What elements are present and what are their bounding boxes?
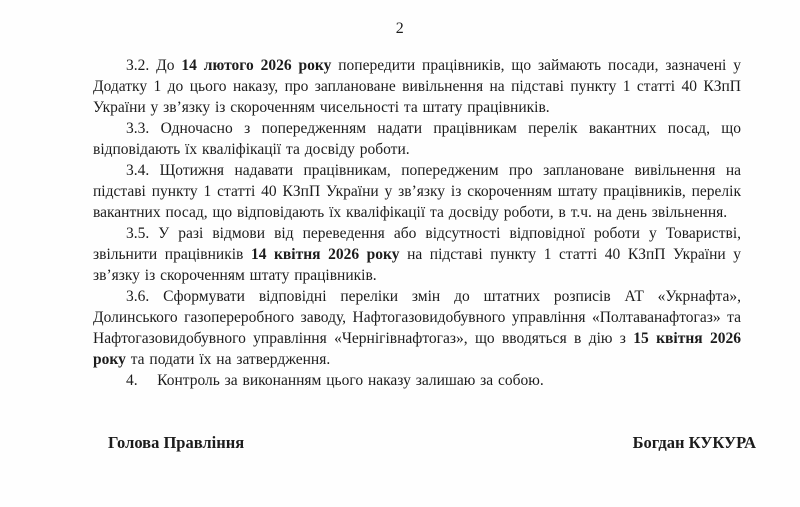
signature-name: Богдан КУКУРА bbox=[632, 433, 756, 452]
paragraph-3-4 bbox=[93, 160, 741, 223]
signature-row bbox=[108, 433, 756, 453]
paragraph-3-3 bbox=[93, 118, 741, 160]
paragraph-3-6 bbox=[93, 286, 741, 370]
paragraph-4 bbox=[93, 370, 741, 391]
paragraph-3-5-run: 14 квітня 2026 року bbox=[250, 246, 400, 263]
paragraph-4-run: 4. Контроль за виконанням цього наказу залишаю за собою. bbox=[126, 372, 544, 389]
paragraph-3-6-run: 3.6. Сформувати відповідні переліки змін до штатних розписів АТ «Укрнафта», Долинського газопереробного заводу, Нафтогазовидобувного управління «Полтаванафтогаз» та Нафтогазовидобувного управління «Чернігівнафтогаз», що вводяться в дію з bbox=[93, 288, 741, 347]
paragraph-3-4-run: 3.4. Щотижня надавати працівникам, попередженим про заплановане вивільнення на підставі пункту 1 статті 40 КЗпП України у зв’язку із скороченням штату працівників, перелік вакантних посад, що відповідають їх кваліфікації та досвіду роботи, в т.ч. на день звільнення. bbox=[93, 162, 741, 221]
paragraph-3-2-run: 3.2. До bbox=[126, 57, 182, 74]
page-number: 2 bbox=[395, 20, 405, 37]
paragraph-3-6-run: 15 квітня 2026 року bbox=[93, 330, 742, 368]
paragraph-3-2-run: 14 лютого 2026 року bbox=[181, 57, 332, 74]
signature-position-title: Голова Правління bbox=[108, 433, 245, 452]
paragraph-3-2-run: попередити працівників, що займають посади, зазначені у Додатку 1 до цього наказу, про заплановане вивільнення на підставі пункту 1 статті 40 КЗпП України у зв’язку із скороченням чисельності та штату працівників. bbox=[93, 57, 741, 116]
paragraph-3-2 bbox=[93, 55, 741, 118]
paragraph-3-5 bbox=[93, 223, 741, 286]
paragraph-3-5-run: на підставі пункту 1 статті 40 КЗпП України у зв’язку із скороченням штату працівників. bbox=[93, 246, 741, 284]
paragraph-3-5-run: 3.5. У разі відмови від переведення або відсутності відповідної роботи у Товаристві, звільнити працівників bbox=[93, 225, 741, 263]
paragraph-3-3-run: 3.3. Одночасно з попередженням надати працівникам перелік вакантних посад, що відповідають їх кваліфікації та досвіду роботи. bbox=[93, 120, 741, 158]
paragraph-3-6-run: та подати їх на затвердження. bbox=[125, 351, 331, 368]
document-body bbox=[93, 55, 741, 391]
